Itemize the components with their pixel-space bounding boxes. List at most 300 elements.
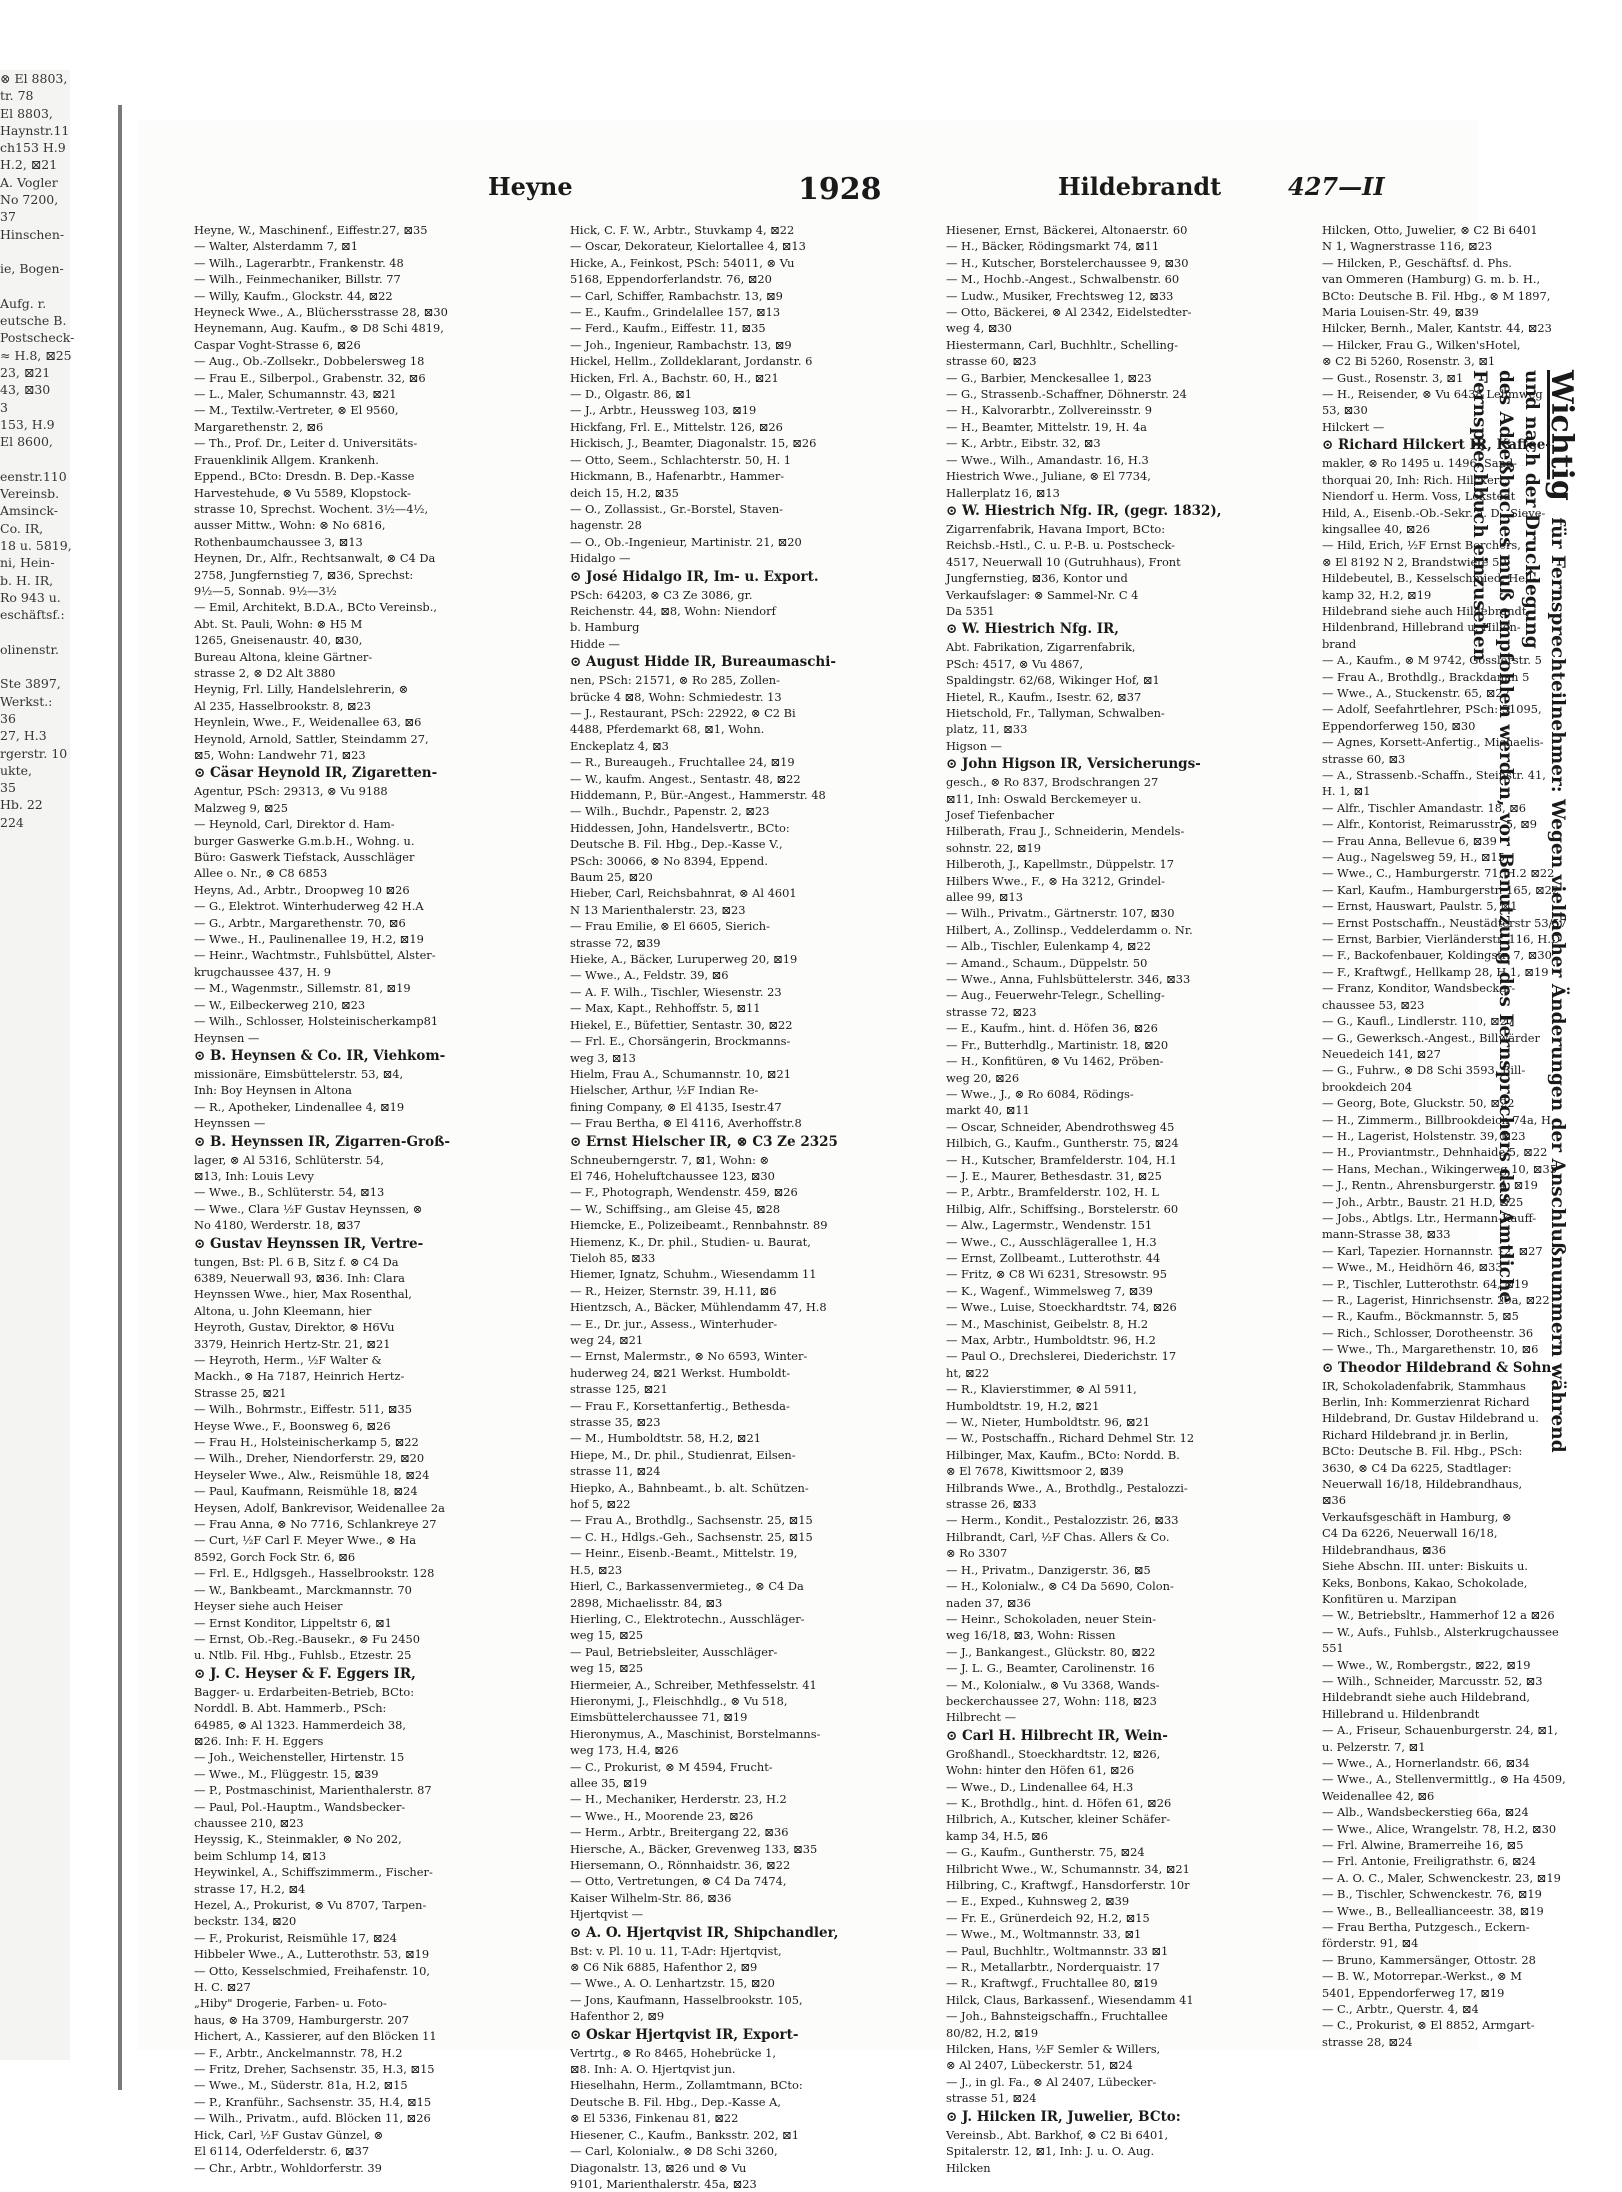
- directory-entry: — G., Elektrot. Winterhuderweg 42 H.A: [194, 899, 424, 914]
- directory-entry: — Otto, Seem., Schlachterstr. 50, H. 1: [570, 452, 791, 467]
- directory-column-1: [194, 222, 560, 2175]
- directory-entry: makler, ⊗ Ro 1495 u. 1496, Sand-: [1322, 456, 1518, 471]
- directory-entry: — Wwe., B., Belleallianceestr. 38, ⊠19: [1322, 1903, 1544, 1918]
- directory-entry: Hilbrandt, Carl, ½F Chas. Allers & Co.: [946, 1529, 1170, 1544]
- previous-page-fragment: eutsche B.: [0, 313, 67, 329]
- previous-page-fragment: 36: [0, 710, 16, 726]
- directory-entry: — H., Beamter, Mittelstr. 19, H. 4a: [946, 419, 1147, 434]
- previous-page-fragment: El 8600,: [0, 434, 53, 450]
- previous-page-fragment: ⊗ El 8803,: [0, 71, 68, 86]
- directory-entry: Hilbricht Wwe., W., Schumannstr. 34, ⊠21: [946, 1861, 1190, 1876]
- directory-entry: — Wilh., Feinmechaniker, Billstr. 77: [194, 272, 401, 287]
- directory-entry: — Frl. Alwine, Bramerreihe 16, ⊠5: [1322, 1838, 1524, 1852]
- directory-entry: Neuerwall 16/18, Hildebrandhaus,: [1322, 1477, 1523, 1492]
- previous-page-fragment: Aufg. r.: [0, 295, 47, 311]
- directory-entry: — Hilcker, Frau G., Wilken'sHotel,: [1322, 337, 1521, 352]
- directory-entry: Hilbich, G., Kaufm., Guntherstr. 75, ⊠24: [946, 1136, 1179, 1151]
- directory-entry: ⊙ Theodor Hildebrand & Sohn: [1322, 1359, 1552, 1376]
- directory-entry: Eppend., BCto: Dresdn. B. Dep.-Kasse: [194, 469, 415, 484]
- directory-entry: — C., Arbtr., Querstr. 4, ⊠4: [1322, 2002, 1479, 2017]
- directory-entry: — Frau Bertha, Putzgesch., Eckern-: [1322, 1920, 1530, 1935]
- directory-entry: Baum 25, ⊠20: [570, 870, 653, 885]
- directory-entry: weg 3, ⊠13: [570, 1050, 636, 1065]
- directory-entry: strasse 35, ⊠23: [570, 1415, 661, 1430]
- directory-entry: Jungfernstieg, ⊠36, Kontor und: [946, 571, 1128, 586]
- directory-entry: Strasse 25, ⊠21: [194, 1385, 287, 1400]
- previous-page-fragment: [0, 658, 70, 675]
- directory-entry: — Heinr., Wachtmstr., Fuhlsbüttel, Alster-: [194, 948, 436, 963]
- directory-entry: ⊙ Ernst Hielscher IR, ⊗ C3 Ze 2325: [570, 1133, 838, 1150]
- directory-entry: — A., Friseur, Schauenburgerstr. 24, ⊠1,: [1322, 1723, 1558, 1738]
- directory-entry: Mackh., ⊗ Ha 7187, Heinrich Hertz-: [194, 1369, 405, 1384]
- directory-entry: Heyser siehe auch Heiser: [194, 1599, 343, 1614]
- previous-page-fragment: Ste 3897,: [0, 676, 61, 692]
- directory-entry: — Joh., Ingenieur, Rambachstr. 13, ⊠9: [570, 337, 792, 352]
- previous-page-fragment: Amsinck-: [0, 503, 58, 519]
- directory-entry: — P., Tischler, Lutterothstr. 64, ⊠19: [1322, 1276, 1529, 1291]
- directory-entry: ⊠36: [1322, 1493, 1347, 1508]
- directory-entry: — Wwe., C., Ausschlägerallee 1, H.3: [946, 1234, 1157, 1249]
- directory-entry: — Frau A., Brothdlg., Sachsenstr. 25, ⊠15: [570, 1513, 813, 1528]
- directory-entry: Heynig, Frl. Lilly, Handelslehrerin, ⊗: [194, 682, 409, 697]
- previous-page-fragment: 37: [0, 209, 16, 225]
- directory-entry: — Wwe., A., Stellenvermittlg., ⊗ Ha 4509,: [1322, 1772, 1566, 1787]
- directory-entry: Hierl, C., Barkassenvermieteg., ⊗ C4 Da: [570, 1579, 804, 1594]
- directory-entry: — P., Postmaschinist, Marienthalerstr. 87: [194, 1783, 432, 1798]
- directory-entry: BCto: Deutsche B. Fil. Hbg., ⊗ M 1897,: [1322, 288, 1551, 303]
- directory-entry: Hietschold, Fr., Tallyman, Schwalben-: [946, 705, 1165, 720]
- directory-entry: — Frl. Antonie, Freiligrathstr. 6, ⊠24: [1322, 1854, 1537, 1869]
- directory-entry: — Wwe., H., Moorende 23, ⊠26: [570, 1808, 754, 1823]
- directory-entry: — Amand., Schaum., Düppelstr. 50: [946, 955, 1148, 970]
- directory-entry: Vereinsb., Abt. Barkhof, ⊗ C2 Bi 6401,: [946, 2127, 1169, 2142]
- directory-entry: — Alfr., Kontorist, Reimarusstr. 5, ⊠9: [1322, 817, 1538, 832]
- directory-entry: — Wwe., M., Woltmannstr. 33, ⊠1: [946, 1927, 1142, 1942]
- directory-entry: — M., Humboldtstr. 58, H.2, ⊠21: [570, 1431, 761, 1446]
- directory-entry: ⊙ B. Heynssen IR, Zigarren-Groß-: [194, 1133, 450, 1150]
- directory-entry: Heynen, Dr., Alfr., Rechtsanwalt, ⊗ C4 Da: [194, 551, 436, 566]
- directory-entry: 6389, Neuerwall 93, ⊠36. Inh: Clara: [194, 1270, 405, 1285]
- directory-entry: — F., Photograph, Wendenstr. 459, ⊠26: [570, 1185, 798, 1200]
- directory-entry: Hiemenz, K., Dr. phil., Studien- u. Baurat,: [570, 1234, 811, 1249]
- directory-entry: strasse 17, H.2, ⊠4: [194, 1881, 306, 1896]
- directory-entry: Reichenstr. 44, ⊠8, Wohn: Niendorf: [570, 603, 776, 618]
- previous-page-fragment: Werkst.:: [0, 693, 53, 709]
- directory-entry: — Wwe., A., Feldstr. 39, ⊠6: [570, 968, 729, 983]
- directory-entry: — M., Wagenmstr., Sillemstr. 81, ⊠19: [194, 981, 411, 996]
- directory-entry: missionäre, Eimsbüttelerstr. 53, ⊠4,: [194, 1066, 404, 1081]
- directory-entry: Spaldingstr. 62/68, Wikinger Hof, ⊠1: [946, 673, 1160, 688]
- directory-entry: — Frl. E., Hdlgsgeh., Hasselbrookstr. 128: [194, 1566, 435, 1581]
- directory-entry: beckerchaussee 27, Wohn: 118, ⊠23: [946, 1693, 1157, 1708]
- directory-entry: — J., Rentn., Ahrensburgerstr. 4, ⊠19: [1322, 1178, 1538, 1193]
- directory-entry: — C. H., Hdlgs.-Geh., Sachsenstr. 25, ⊠15: [570, 1529, 813, 1544]
- directory-entry: Bst: v. Pl. 10 u. 11, T-Adr: Hjertqvist,: [570, 1943, 782, 1958]
- directory-entry: — Wilh., Bohrmstr., Eiffestr. 511, ⊠35: [194, 1402, 412, 1417]
- directory-entry: Heyneck Wwe., A., Blüchersstrasse 28, ⊠30: [194, 305, 448, 320]
- directory-entry: — Jons, Kaufmann, Hasselbrookstr. 105,: [570, 1992, 803, 2007]
- directory-entry: 551: [1322, 1641, 1344, 1656]
- directory-entry: — Rich., Schlosser, Dorotheenstr. 36: [1322, 1325, 1534, 1340]
- directory-entry: — R., Kraftwgf., Fruchtallee 80, ⊠19: [946, 1976, 1158, 1991]
- directory-entry: — J. E., Maurer, Bethesdastr. 31, ⊠25: [946, 1168, 1162, 1183]
- header-right-name: Hildebrandt: [1058, 172, 1222, 201]
- directory-entry: Heynlein, Wwe., F., Weidenallee 63, ⊠6: [194, 715, 422, 730]
- directory-entry: — Wwe., B., Schlüterstr. 54, ⊠13: [194, 1185, 385, 1200]
- directory-entry: 3630, ⊗ C4 Da 6225, Stadtlager:: [1322, 1460, 1512, 1475]
- directory-entry: Malzweg 9, ⊠25: [194, 800, 289, 815]
- directory-entry: Bureau Altona, kleine Gärtner-: [194, 649, 373, 664]
- directory-entry: — Hilcken, P., Geschäftsf. d. Phs.: [1322, 255, 1512, 270]
- directory-entry: Heyns, Ad., Arbtr., Droopweg 10 ⊠26: [194, 882, 410, 897]
- directory-entry: — G., Fuhrw., ⊗ D8 Schi 3593, Bill-: [1322, 1063, 1526, 1078]
- notice-line-2: des Adreßbuches muß empfohlen werden, vor Benutzung des Fernsprechers das Amtliche Fernsprechbuch einzusehen: [1469, 370, 1516, 1304]
- directory-entry: Keks, Bonbons, Kakao, Schokolade,: [1322, 1575, 1528, 1590]
- directory-entry: Hiepko, A., Bahnbeamt., b. alt. Schützen-: [570, 1480, 809, 1495]
- directory-entry: ⊙ Richard Hilckert IR, Kaffee-: [1322, 437, 1551, 454]
- directory-entry: Harvestehude, ⊗ Vu 5589, Klopstock-: [194, 485, 411, 500]
- directory-entry: strasse 72, ⊠39: [570, 935, 661, 950]
- directory-entry: — Wilh., Privatm., aufd. Blöcken 11, ⊠26: [194, 2111, 431, 2126]
- directory-entry: Hilcker, Bernh., Maler, Kantstr. 44, ⊠23: [1322, 321, 1552, 336]
- directory-entry: Allee o. Nr., ⊗ C8 6853: [194, 866, 328, 881]
- directory-entry: — Aug., Feuerwehr-Telegr., Schelling-: [946, 988, 1165, 1003]
- directory-entry: — W., Aufs., Fuhlsb., Alsterkrugchaussee: [1322, 1624, 1559, 1639]
- previous-page-fragment: Hinschen-: [0, 226, 65, 242]
- previous-page-fragment: ch153 H.9: [0, 140, 66, 156]
- directory-entry: deich 15, H.2, ⊠35: [570, 485, 679, 500]
- directory-entry: Heynsen —: [194, 1030, 260, 1045]
- directory-entry: — F., Arbtr., Anckelmannstr. 78, H.2: [194, 2045, 403, 2060]
- directory-entry: Hiestrich Wwe., Juliane, ⊗ El 7734,: [946, 469, 1151, 484]
- directory-entry: u. Ntlb. Fil. Hbg., Fuhlsb., Etzestr. 25: [194, 1648, 412, 1663]
- directory-entry: — H., Mechaniker, Herderstr. 23, H.2: [570, 1792, 787, 1807]
- directory-entry: — P., Arbtr., Bramfelderstr. 102, H. L: [946, 1185, 1159, 1200]
- directory-entry: kamp 34, H.5, ⊠6: [946, 1828, 1048, 1843]
- directory-entry: — R., Metallarbtr., Norderquaistr. 17: [946, 1960, 1160, 1975]
- directory-entry: hof 5, ⊠22: [570, 1497, 631, 1512]
- directory-entry: Agentur, PSch: 29313, ⊗ Vu 9188: [194, 784, 388, 799]
- directory-entry: — W., kaufm. Angest., Sentastr. 48, ⊠22: [570, 771, 801, 786]
- directory-entry: Hafenthor 2, ⊠9: [570, 2009, 665, 2024]
- directory-entry: Heyse Wwe., F., Boonsweg 6, ⊠26: [194, 1418, 391, 1433]
- directory-entry: — H., Privatm., Danzigerstr. 36, ⊠5: [946, 1562, 1151, 1577]
- directory-entry: Heysen, Adolf, Bankrevisor, Weidenallee 2a: [194, 1500, 445, 1515]
- directory-entry: — Paul, Pol.-Hauptm., Wandsbecker-: [194, 1799, 406, 1814]
- directory-entry: No 4180, Werderstr. 18, ⊠37: [194, 1218, 361, 1233]
- directory-entry: Hicke, A., Feinkost, PSch: 54011, ⊗ Vu: [570, 255, 795, 270]
- directory-entry: Spitalerstr. 12, ⊠1, Inh: J. u. O. Aug.: [946, 2144, 1155, 2159]
- directory-entry: Deutsche B. Fil. Hbg., Dep.-Kasse A,: [570, 2094, 781, 2109]
- directory-entry: — Wwe., W., Rombergstr., ⊠22, ⊠19: [1322, 1657, 1531, 1672]
- directory-entry: — Joh., Weichensteller, Hirtenstr. 15: [194, 1750, 405, 1765]
- directory-entry: weg 15, ⊠25: [570, 1628, 644, 1643]
- directory-entry: — H., Lagerist, Holstenstr. 39, ⊠23: [1322, 1128, 1526, 1143]
- directory-entry: — R., Kaufm., Böckmannstr. 5, ⊠5: [1322, 1309, 1519, 1324]
- directory-entry: — Heinr., Eisenb.-Beamt., Mittelstr. 19,: [570, 1546, 798, 1561]
- previous-page-fragment: ie, Bogen-: [0, 261, 64, 277]
- directory-entry: — Wwe., J., ⊗ Ro 6084, Rödings-: [946, 1086, 1134, 1101]
- directory-entry: allee 99, ⊠13: [946, 890, 1023, 905]
- directory-entry: — P., Kranführ., Sachsenstr. 35, H.4, ⊠15: [194, 2094, 432, 2109]
- previous-page-fragment: ni, Hein-: [0, 555, 55, 571]
- directory-entry: — E., Kaufm., Grindelallee 157, ⊠13: [570, 305, 781, 320]
- directory-entry: fining Company, ⊗ El 4135, Isestr.47: [570, 1099, 782, 1114]
- directory-entry: Hallerplatz 16, ⊠13: [946, 485, 1060, 500]
- directory-entry: — Emil, Architekt, B.D.A., BCto Vereinsb.,: [194, 600, 437, 615]
- directory-entry: — G., Gewerksch.-Angest., Billwärder: [1322, 1030, 1540, 1045]
- directory-entry: 9½—5, Sonnab. 9½—3½: [194, 583, 337, 598]
- directory-entry: — H., Proviantmstr., Dehnhaide 5, ⊠22: [1322, 1145, 1548, 1160]
- directory-entry: Humboldtstr. 19, H.2, ⊠21: [946, 1398, 1100, 1413]
- directory-entry: ⊙ B. Heynsen & Co. IR, Viehkom-: [194, 1047, 446, 1064]
- directory-entry: — Wwe., Alice, Wrangelstr. 78, H.2, ⊠30: [1322, 1821, 1557, 1836]
- directory-entry: Hildebeutel, B., Kesselschmied, Hell-: [1322, 571, 1537, 586]
- directory-entry: Norddl. B. Abt. Hammerb., PSch:: [194, 1701, 387, 1716]
- directory-entry: ⊠11, Inh: Oswald Berckemeyer u.: [946, 791, 1142, 806]
- directory-entry: 3379, Heinrich Hertz-Str. 21, ⊠21: [194, 1336, 391, 1351]
- directory-entry: Hiddemann, P., Bür.-Angest., Hammerstr. 48: [570, 788, 826, 802]
- directory-entry: ⊗ C6 Nik 6885, Hafenthor 2, ⊠9: [570, 1960, 758, 1975]
- directory-entry: — Wwe., Th., Margarethenstr. 10, ⊠6: [1322, 1342, 1539, 1357]
- directory-entry: Abt. Fabrikation, Zigarrenfabrik,: [946, 640, 1136, 655]
- directory-entry: IR, Schokoladenfabrik, Stammhaus: [1322, 1378, 1526, 1393]
- previous-page-fragment: ukte,: [0, 762, 33, 778]
- directory-entry: — Aug., Nagelsweg 59, H., ⊠15: [1322, 850, 1505, 865]
- directory-entry: sohnstr. 22, ⊠19: [946, 840, 1042, 855]
- directory-entry: — G., Barbier, Menckesallee 1, ⊠23: [946, 370, 1152, 385]
- directory-column-3: [946, 222, 1312, 2175]
- directory-entry: — K., Wagenf., Wimmelsweg 7, ⊠39: [946, 1283, 1153, 1298]
- directory-entry: ⊙ J. C. Heyser & F. Eggers IR,: [194, 1665, 416, 1682]
- directory-entry: Hjertqvist —: [570, 1907, 644, 1922]
- directory-entry: — L., Maler, Schumannstr. 43, ⊠21: [194, 387, 397, 402]
- previous-page-fragment: [0, 243, 70, 260]
- directory-entry: — F., Kraftwgf., Hellkamp 28, H.1, ⊠19: [1322, 964, 1549, 979]
- directory-entry: Hickel, Hellm., Zolldeklarant, Jordanstr. 6: [570, 354, 813, 369]
- directory-entry: platz, 11, ⊠33: [946, 722, 1028, 737]
- previous-page-fragment: Co. IR,: [0, 520, 44, 536]
- directory-entry: — Paul, Buchhltr., Woltmannstr. 33 ⊠1: [946, 1943, 1169, 1958]
- directory-entry: Heyseler Wwe., Alw., Reismühle 18, ⊠24: [194, 1467, 430, 1482]
- directory-entry: strasse 11, ⊠24: [570, 1464, 661, 1479]
- directory-entry: — Frau F., Korsettanfertig., Bethesda-: [570, 1398, 790, 1413]
- directory-entry: ⊙ J. Hilcken IR, Juwelier, BCto:: [946, 2108, 1181, 2125]
- directory-entry: El 6114, Oderfelderstr. 6, ⊠37: [194, 2144, 370, 2159]
- directory-entry: Hickmann, B., Hafenarbtr., Hammer-: [570, 469, 785, 484]
- directory-entry: burger Gaswerke G.m.b.H., Wohng. u.: [194, 833, 415, 848]
- directory-entry: Hielm, Frau A., Schumannstr. 10, ⊠21: [570, 1066, 791, 1081]
- directory-entry: strasse 2, ⊗ D2 Alt 3880: [194, 665, 336, 680]
- directory-entry: — Frau Anna, Bellevue 6, ⊠39: [1322, 833, 1497, 848]
- directory-entry: ⊙ Carl H. Hilbrecht IR, Wein-: [946, 1727, 1168, 1744]
- directory-entry: PSch: 4517, ⊗ Vu 4867,: [946, 656, 1084, 671]
- directory-entry: Hildebrand, Dr. Gustav Hildebrand u.: [1322, 1411, 1539, 1426]
- directory-entry: strasse 28, ⊠24: [1322, 2034, 1413, 2049]
- directory-entry: — F., Backofenbauer, Koldingstr. 7, ⊠30: [1322, 948, 1552, 963]
- directory-entry: Hierling, C., Elektrotechn., Ausschläger-: [570, 1611, 805, 1626]
- directory-entry: weg 16/18, ⊠3, Wohn: Rissen: [946, 1628, 1116, 1643]
- previous-page-fragment: A. Vogler: [0, 174, 58, 190]
- directory-entry: — C., Prokurist, ⊗ El 8852, Armgart-: [1322, 2018, 1535, 2033]
- directory-entry: — Wwe., Clara ½F Gustav Heynssen, ⊗: [194, 1201, 423, 1216]
- directory-entry: nen, PSch: 21571, ⊗ Ro 285, Zollen-: [570, 673, 780, 688]
- directory-entry: Hilbig, Alfr., Schiffsing., Borstelerstr. 60: [946, 1201, 1179, 1216]
- directory-entry: — H., Kutscher, Borstelerchaussee 9, ⊠30: [946, 255, 1189, 270]
- directory-entry: ⊙ W. Hiestrich Nfg. IR, (gegr. 1832),: [946, 502, 1222, 519]
- directory-entry: strasse 60, ⊠3: [1322, 751, 1406, 766]
- notice-heading: Wichtig: [1544, 370, 1579, 501]
- directory-entry: Hidalgo —: [570, 551, 631, 566]
- directory-entry: strasse 60, ⊠23: [946, 354, 1037, 369]
- directory-entry: strasse 10, Sprechst. Wochent. 3½—4½,: [194, 501, 429, 516]
- directory-entry: strasse 72, ⊠23: [946, 1004, 1037, 1019]
- directory-entry: 4517, Neuerwall 10 (Gutruhhaus), Front: [946, 554, 1181, 569]
- directory-entry: — Wilh., Buchdr., Papenstr. 2, ⊠23: [570, 804, 770, 819]
- directory-entry: ⊗ El 7678, Kiwittsmoor 2, ⊠39: [946, 1464, 1124, 1479]
- directory-entry: Da 5351: [946, 603, 995, 618]
- directory-entry: H. C. ⊠27: [194, 1980, 251, 1995]
- previous-page-fragment: [0, 451, 70, 468]
- directory-entry: Zigarrenfabrik, Havana Import, BCto:: [946, 521, 1166, 536]
- directory-entry: — E., Exped., Kuhnsweg 2, ⊠39: [946, 1894, 1130, 1909]
- previous-page-fragment: Postscheck-: [0, 330, 75, 346]
- directory-entry: — Adolf, Seefahrtlehrer, PSch: 51095,: [1322, 702, 1542, 717]
- directory-entry: — O., Ob.-Ingenieur, Martinistr. 21, ⊠20: [570, 534, 802, 549]
- directory-entry: Hiersche, A., Bäcker, Grevenweg 133, ⊠35: [570, 1841, 818, 1856]
- directory-entry: — Frau Anna, ⊗ No 7716, Schlankreye 27: [194, 1517, 437, 1532]
- directory-entry: Hielscher, Arthur, ½F Indian Re-: [570, 1083, 759, 1098]
- directory-entry: — Paul, Kaufmann, Reismühle 18, ⊠24: [194, 1484, 418, 1499]
- directory-entry: Inh: Boy Heynsen in Altona: [194, 1083, 352, 1098]
- directory-entry: Enckeplatz 4, ⊠3: [570, 738, 669, 753]
- directory-entry: 64985, ⊗ Al 1323. Hammerdeich 38,: [194, 1717, 407, 1732]
- directory-entry: Richard Hildebrand jr. in Berlin,: [1322, 1427, 1509, 1442]
- directory-entry: Hieronymus, A., Maschinist, Borstelmanns-: [570, 1726, 821, 1741]
- directory-entry: 8592, Gorch Fock Str. 6, ⊠6: [194, 1549, 356, 1564]
- directory-entry: brookdeich 204: [1322, 1079, 1413, 1094]
- directory-entry: — W., Eilbeckerweg 210, ⊠23: [194, 997, 366, 1012]
- directory-entry: Hick, Carl, ½F Gustav Günzel, ⊗: [194, 2127, 384, 2142]
- directory-entry: förderstr. 91, ⊠4: [1322, 1936, 1419, 1951]
- directory-entry: 2898, Michaelisstr. 84, ⊠3: [570, 1595, 723, 1610]
- directory-entry: — Herm., Arbtr., Breitergang 22, ⊠36: [570, 1825, 789, 1840]
- directory-entry: b. Hamburg: [570, 620, 640, 635]
- directory-entry: — Curt, ½F Carl F. Meyer Wwe., ⊗ Ha: [194, 1533, 417, 1548]
- directory-entry: — W., Nieter, Humboldtstr. 96, ⊠21: [946, 1415, 1151, 1430]
- directory-entry: — Fritz, Dreher, Sachsenstr. 35, H.3, ⊠15: [194, 2062, 435, 2077]
- directory-entry: Hilbinger, Max, Kaufm., BCto: Nordd. B.: [946, 1447, 1180, 1462]
- directory-entry: — K., Brothdlg., hint. d. Höfen 61, ⊠26: [946, 1795, 1172, 1810]
- directory-entry: Hild, A., Eisenb.-Ob.-Sekr. a. D., Sieve-: [1322, 505, 1546, 520]
- directory-entry: Weidenallee 42, ⊠6: [1322, 1788, 1435, 1803]
- directory-entry: — Wilh., Dreher, Niendorferstr. 29, ⊠20: [194, 1451, 425, 1466]
- directory-entry: — Ferd., Kaufm., Eiffestr. 11, ⊠35: [570, 321, 766, 336]
- directory-entry: — F., Prokurist, Reismühle 17, ⊠24: [194, 1930, 398, 1945]
- directory-entry: ⊗ El 8192 N 2, Brandstwiete 50: [1322, 554, 1507, 569]
- directory-entry: — Frl. E., Chorsängerin, Brockmanns-: [570, 1034, 791, 1049]
- previous-page-fragment: b. H. IR,: [0, 572, 54, 588]
- directory-entry: Heynssen Wwe., hier, Max Rosenthal,: [194, 1287, 412, 1302]
- directory-entry: 5168, Eppendorferlandstr. 76, ⊠20: [570, 272, 772, 287]
- directory-entry: — G., Kaufl., Lindlerstr. 110, ⊠27: [1322, 1014, 1515, 1029]
- previous-page-edge: [0, 70, 75, 2060]
- directory-entry: Deutsche B. Fil. Hbg., Dep.-Kasse V.,: [570, 837, 783, 852]
- directory-entry: Altona, u. John Kleemann, hier: [194, 1303, 372, 1318]
- previous-page-fragment: Ro 943 u.: [0, 589, 61, 605]
- directory-entry: H.5, ⊠23: [570, 1562, 623, 1577]
- directory-entry: — Frau Bertha, ⊗ El 4116, Averhoffstr.8: [570, 1116, 802, 1131]
- directory-entry: Hillebrand u. Hildenbrandt: [1322, 1706, 1480, 1721]
- directory-entry: — Aug., Ob.-Zollsekr., Dobbelersweg 18: [194, 354, 425, 369]
- directory-entry: El 746, Hoheluftchaussee 123, ⊠30: [570, 1168, 775, 1183]
- previous-page-fragment: [0, 278, 70, 295]
- directory-entry: 80/82, H.2, ⊠19: [946, 2025, 1039, 2040]
- directory-entry: naden 37, ⊠36: [946, 1595, 1031, 1610]
- directory-entry: — Heinr., Schokoladen, neuer Stein-: [946, 1611, 1157, 1626]
- directory-entry: Konfitüren u. Marzipan: [1322, 1591, 1457, 1606]
- directory-entry: — Wwe., M., Heidhörn 46, ⊠33: [1322, 1260, 1503, 1275]
- directory-entry: Hilcken: [946, 2160, 991, 2175]
- directory-entry: — Alw., Lagermstr., Wendenstr. 151: [946, 1218, 1153, 1233]
- directory-entry: Schneuberngerstr. 7, ⊠1, Wohn: ⊗: [570, 1152, 770, 1167]
- directory-entry: — C., Prokurist, ⊗ M 4594, Frucht-: [570, 1759, 773, 1774]
- previous-page-fragment: 23, ⊠21: [0, 365, 51, 381]
- directory-entry: — H., Bäcker, Rödingsmarkt 74, ⊠11: [946, 239, 1160, 254]
- directory-entry: — Max, Kapt., Rehhoffstr. 5, ⊠11: [570, 1001, 761, 1016]
- directory-entry: — Paul O., Drechslerei, Diederichstr. 17: [946, 1349, 1177, 1364]
- directory-entry: Büro: Gaswerk Tiefstack, Ausschläger: [194, 850, 415, 865]
- directory-entry: — B., Tischler, Schwenckestr. 76, ⊠19: [1322, 1887, 1542, 1902]
- directory-entry: Hieber, Carl, Reichsbahnrat, ⊗ Al 4601: [570, 886, 797, 901]
- directory-entry: brand: [1322, 636, 1357, 651]
- directory-entry: — Frau Emilie, ⊗ El 6605, Sierich-: [570, 919, 770, 934]
- directory-entry: — Georg, Bote, Gluckstr. 50, ⊠22: [1322, 1096, 1515, 1111]
- directory-entry: ⊙ Gustav Heynssen IR, Vertre-: [194, 1235, 424, 1252]
- directory-entry: Hiesener, Ernst, Bäckerei, Altonaerstr. 60: [946, 223, 1188, 237]
- directory-entry: — G., Arbtr., Margarethenstr. 70, ⊠6: [194, 915, 406, 930]
- directory-entry: chaussee 210, ⊠23: [194, 1815, 304, 1830]
- directory-entry: — G., Kaufm., Guntherstr. 75, ⊠24: [946, 1845, 1145, 1860]
- previous-page-fragment: H.2, ⊠21: [0, 157, 58, 173]
- header-year: 1928: [798, 172, 882, 207]
- directory-entry: — Walter, Alsterdamm 7, ⊠1: [194, 239, 358, 254]
- directory-entry: — Frau A., Brothdlg., Brackdamm 5: [1322, 669, 1530, 684]
- previous-page-fragment: 3: [0, 399, 8, 415]
- directory-entry: — H., Zimmerm., Billbrookdeich 74a, H.: [1322, 1112, 1555, 1127]
- previous-page-fragment: 35: [0, 780, 16, 796]
- directory-entry: ⊗ Al 2407, Lübeckerstr. 51, ⊠24: [946, 2058, 1133, 2073]
- directory-entry: — Alb., Tischler, Eulenkamp 4, ⊠22: [946, 939, 1151, 954]
- directory-entry: Maria Louisen-Str. 49, ⊠39: [1322, 305, 1479, 320]
- directory-entry: — Wilh., Schlosser, Holsteinischerkamp81: [194, 1014, 439, 1029]
- directory-entry: — Wwe., A. O. Lenhartzstr. 15, ⊠20: [570, 1976, 775, 1991]
- directory-entry: — Wwe., D., Lindenallee 64, H.3: [946, 1779, 1134, 1794]
- directory-entry: Reichsb.-Hstl., C. u. P.-B. u. Postscheck-: [946, 538, 1176, 553]
- previous-page-fragment: [0, 624, 70, 641]
- directory-entry: Hilberath, Frau J., Schneiderin, Mendels-: [946, 824, 1185, 839]
- directory-entry: chaussee 53, ⊠23: [1322, 997, 1425, 1012]
- sidebar-notice: [1469, 370, 1579, 1470]
- directory-entry: Neuedeich 141, ⊠27: [1322, 1046, 1441, 1061]
- directory-entry: 9101, Marienthalerstr. 45a, ⊠23: [570, 2176, 757, 2191]
- previous-page-fragment: Vereinsb.: [0, 486, 60, 502]
- directory-entry: — D., Olgastr. 86, ⊠1: [570, 387, 693, 402]
- directory-entry: — J. L. G., Beamter, Carolinenstr. 16: [946, 1661, 1155, 1676]
- directory-entry: Hick, C. F. W., Arbtr., Stuvkamp 4, ⊠22: [570, 223, 795, 237]
- directory-entry: ⊙ Cäsar Heynold IR, Zigaretten-: [194, 765, 438, 782]
- directory-entry: — Agnes, Korsett-Anfertig., Michaelis-: [1322, 735, 1544, 750]
